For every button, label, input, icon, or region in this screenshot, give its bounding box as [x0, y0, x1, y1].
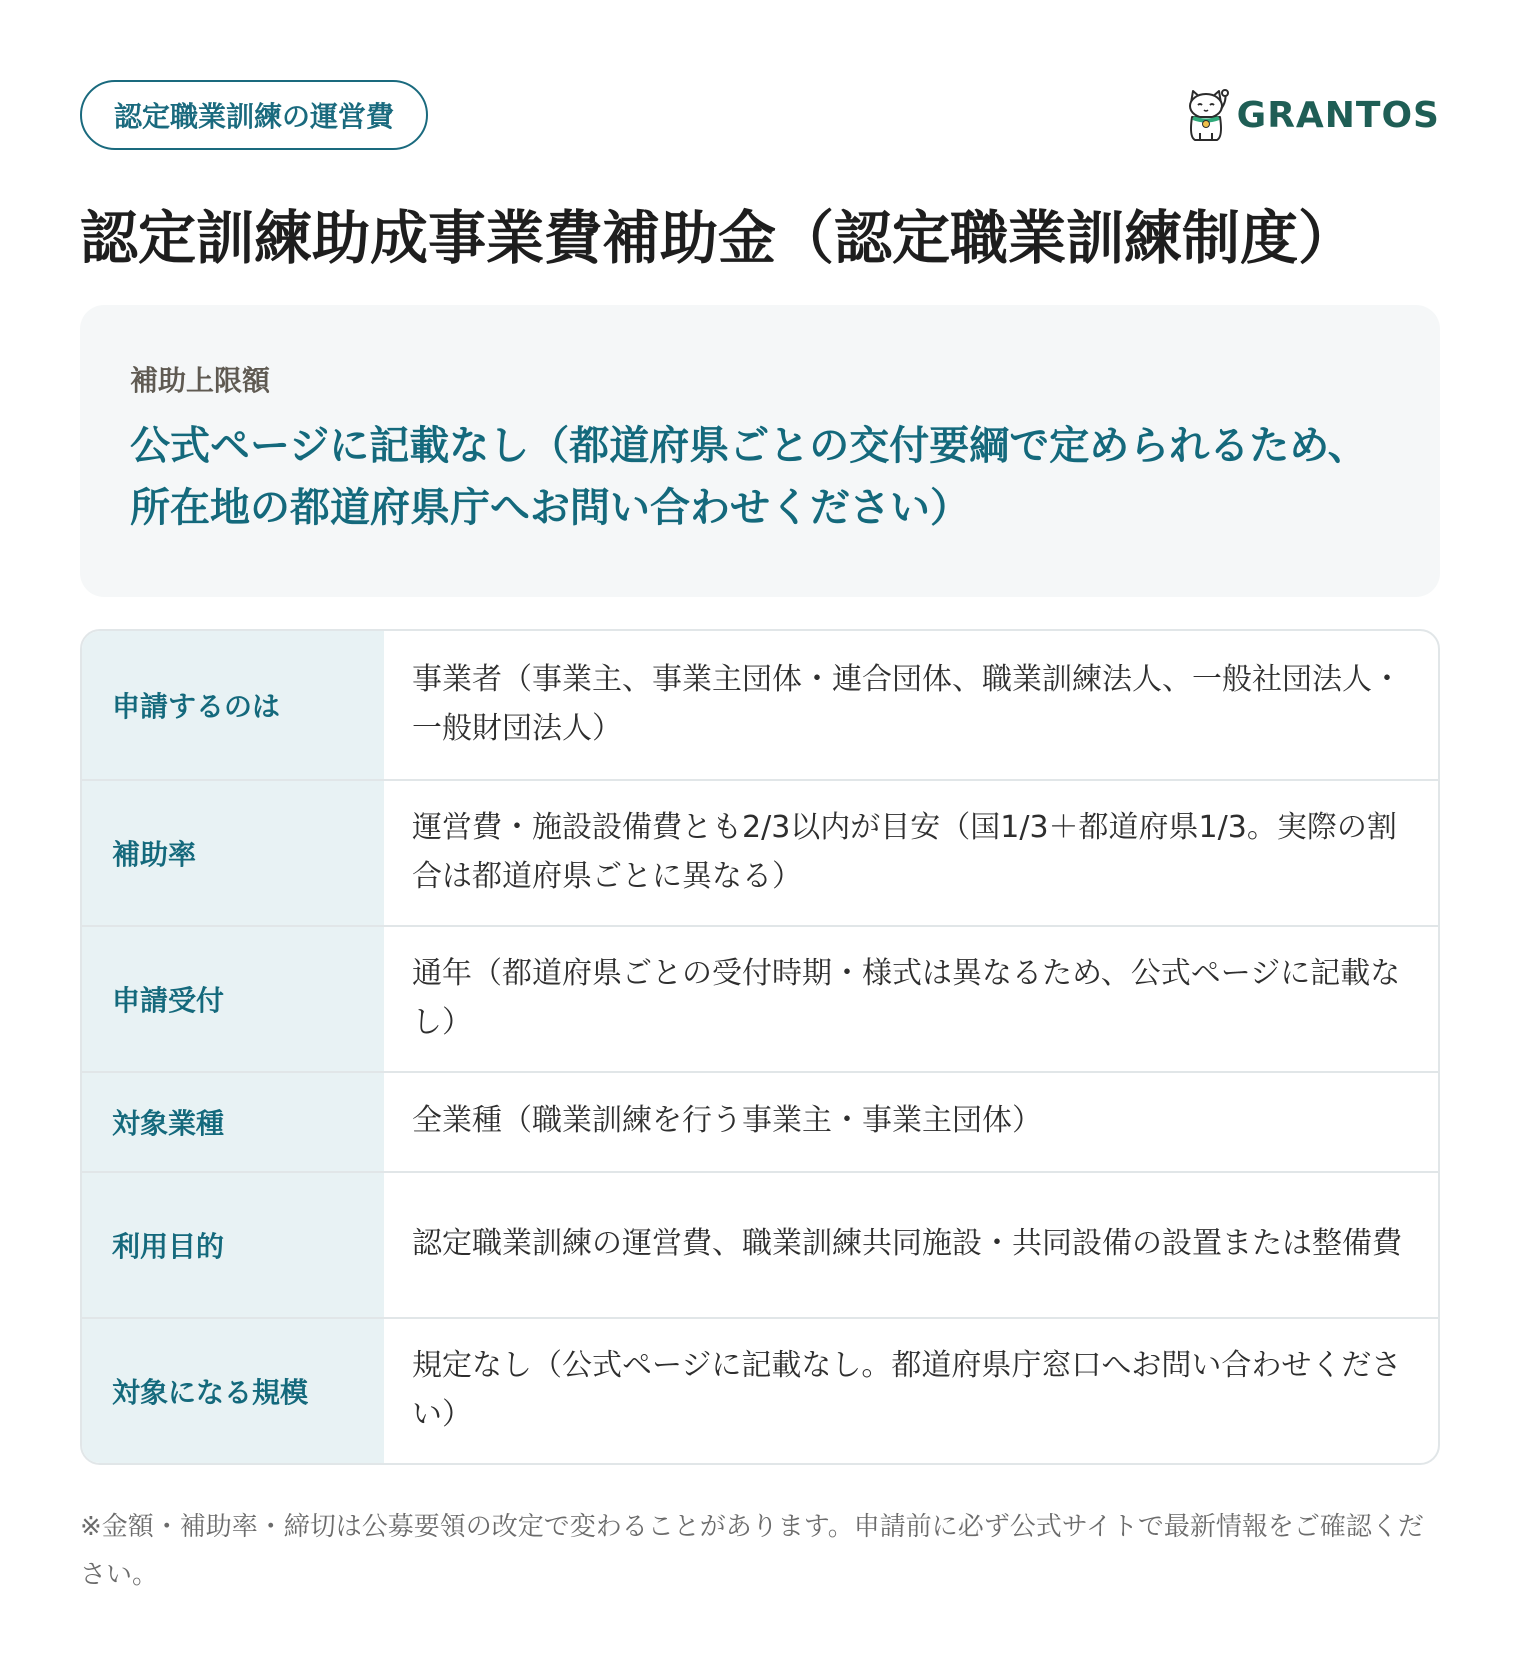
limit-value: 公式ページに記載なし（都道府県ごとの交付要綱で定められるため、所在地の都道府県庁へお問い合わせください）	[130, 422, 1368, 531]
disclaimer-note: ※金額・補助率・締切は公募要領の改定で変わることがあります。申請前に必ず公式サイトで最新情報をご確認ください。	[80, 1511, 1424, 1590]
row-value-applicant: 事業者（事業主、事業主団体・連合団体、職業訓練法人、一般社団法人・一般財団法人）	[412, 661, 1402, 746]
page-title: 認定訓練助成事業費補助金（認定職業訓練制度）	[80, 204, 1357, 272]
info-table	[80, 629, 1440, 1465]
brand-name: GRANTOS	[1236, 94, 1440, 136]
table-row	[82, 1071, 1438, 1171]
row-value-subsidy-rate: 運営費・施設設備費とも2/3以内が目安（国1/3＋都道府県1/3。実際の割合は都道府県ごとに異なる）	[412, 809, 1397, 894]
row-key-scale: 対象になる規模	[82, 1319, 384, 1463]
row-value-purpose: 認定職業訓練の運営費、職業訓練共同施設・共同設備の設置または整備費	[412, 1226, 1402, 1262]
limit-card	[80, 305, 1440, 597]
row-value-industry: 全業種（職業訓練を行う事業主・事業主団体）	[412, 1103, 1042, 1139]
brand[interactable]	[1183, 87, 1440, 143]
row-value-scale: 規定なし（公式ページに記載なし。都道府県庁窓口へお問い合わせください）	[412, 1347, 1402, 1432]
row-key-applicant: 申請するのは	[82, 631, 384, 779]
limit-label: 補助上限額	[130, 363, 271, 397]
table-row	[82, 925, 1438, 1071]
row-key-industry: 対象業種	[82, 1073, 384, 1171]
maneki-neko-cat-icon	[1183, 87, 1229, 143]
row-key-purpose: 利用目的	[82, 1173, 384, 1317]
table-row	[82, 1171, 1438, 1317]
category-tag: 認定職業訓練の運営費	[80, 80, 428, 150]
header	[80, 80, 1440, 150]
table-row	[82, 1317, 1438, 1463]
table-row	[82, 779, 1438, 925]
row-key-subsidy-rate: 補助率	[82, 781, 384, 925]
row-key-acceptance: 申請受付	[82, 927, 384, 1071]
page	[80, 80, 1440, 1599]
table-row	[82, 631, 1438, 779]
row-value-acceptance: 通年（都道府県ごとの受付時期・様式は異なるため、公式ページに記載なし）	[412, 955, 1401, 1040]
